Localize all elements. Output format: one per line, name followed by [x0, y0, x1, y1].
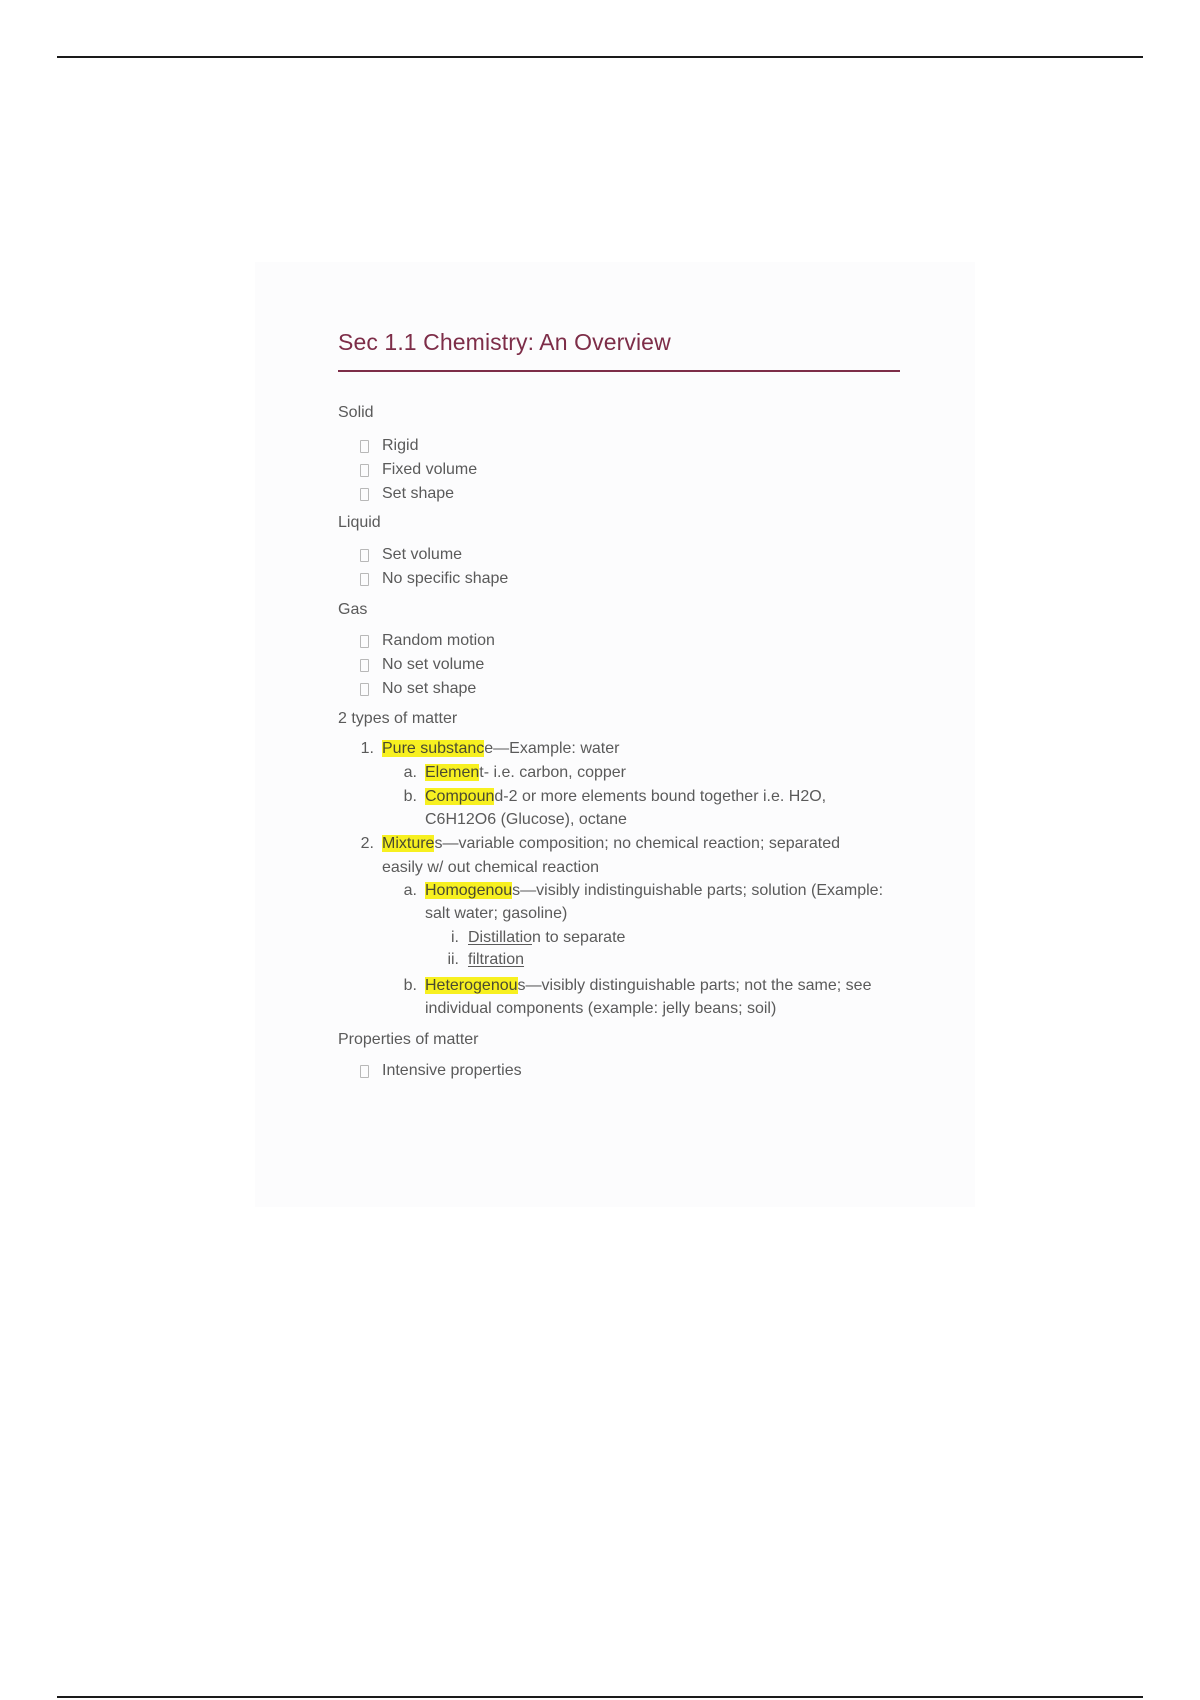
item-text: n to separate — [532, 929, 626, 946]
list-item-distillation — [468, 927, 625, 949]
section-heading-solid: Solid — [338, 404, 374, 421]
list-item-mixtures — [382, 833, 840, 855]
list-item: Rigid — [382, 437, 419, 454]
section-heading-gas: Gas — [338, 601, 368, 618]
item-text-continued: easily w/ out chemical reaction — [382, 859, 599, 876]
highlighted-term: Mixture — [382, 835, 435, 852]
page-top-rule — [57, 56, 1143, 58]
list-item-compound — [425, 786, 826, 808]
title-underline — [338, 370, 900, 372]
bullet-icon — [360, 464, 369, 477]
list-item-pure-substance — [382, 738, 619, 760]
list-marker: b. — [403, 788, 417, 805]
item-text-continued: C6H12O6 (Glucose), octane — [425, 811, 627, 828]
list-item: No specific shape — [382, 570, 509, 587]
bullet-icon — [360, 683, 369, 696]
item-text: t- i.e. carbon, copper — [479, 764, 626, 781]
underlined-term: Distillatio — [468, 929, 533, 946]
list-marker: ii. — [447, 951, 459, 968]
section-heading-liquid: Liquid — [338, 514, 381, 531]
highlighted-term: Elemen — [425, 764, 480, 781]
list-item: No set volume — [382, 656, 485, 673]
item-text: e—Example: water — [484, 740, 620, 757]
page-bottom-rule — [57, 1696, 1143, 1698]
bullet-icon — [360, 659, 369, 672]
list-item-homogenous — [425, 880, 883, 902]
bullet-icon — [360, 549, 369, 562]
list-item-filtration — [468, 949, 524, 971]
section-heading-properties: Properties of matter — [338, 1031, 479, 1048]
bullet-icon — [360, 488, 369, 501]
list-item: Set shape — [382, 485, 455, 502]
item-text: s—variable composition; no chemical reaction; separated — [434, 835, 840, 852]
highlighted-term: Compoun — [425, 788, 495, 805]
list-marker: i. — [451, 929, 459, 946]
item-text-continued: individual components (example: jelly beans; soil) — [425, 1000, 777, 1017]
document-title: Sec 1.1 Chemistry: An Overview — [338, 329, 671, 355]
item-text: s—visibly distinguishable parts; not the same; see — [517, 977, 872, 994]
bullet-icon — [360, 1065, 369, 1078]
list-item: Fixed volume — [382, 461, 478, 478]
highlighted-term: Heterogenou — [425, 977, 518, 994]
highlighted-term: Homogenou — [425, 882, 513, 899]
list-marker: 2. — [360, 835, 374, 852]
highlighted-term: Pure substanc — [382, 740, 485, 757]
bullet-icon — [360, 635, 369, 648]
list-item-element — [425, 762, 626, 784]
bullet-icon — [360, 573, 369, 586]
item-text: d-2 or more elements bound together i.e. H2O, — [494, 788, 827, 805]
list-marker: a. — [403, 882, 417, 899]
item-text: s—visibly indistinguishable parts; solution (Example: — [512, 882, 884, 899]
list-item: Set volume — [382, 546, 463, 563]
item-text-continued: salt water; gasoline) — [425, 905, 568, 922]
list-item-heterogenous — [425, 975, 871, 997]
list-item: Random motion — [382, 632, 495, 649]
list-item: Intensive properties — [382, 1062, 522, 1079]
list-marker: 1. — [360, 740, 374, 757]
bullet-icon — [360, 440, 369, 453]
list-item: No set shape — [382, 680, 477, 697]
section-heading-types-of-matter: 2 types of matter — [338, 710, 458, 727]
underlined-term: filtration — [468, 951, 525, 968]
list-marker: b. — [403, 977, 417, 994]
list-marker: a. — [403, 764, 417, 781]
